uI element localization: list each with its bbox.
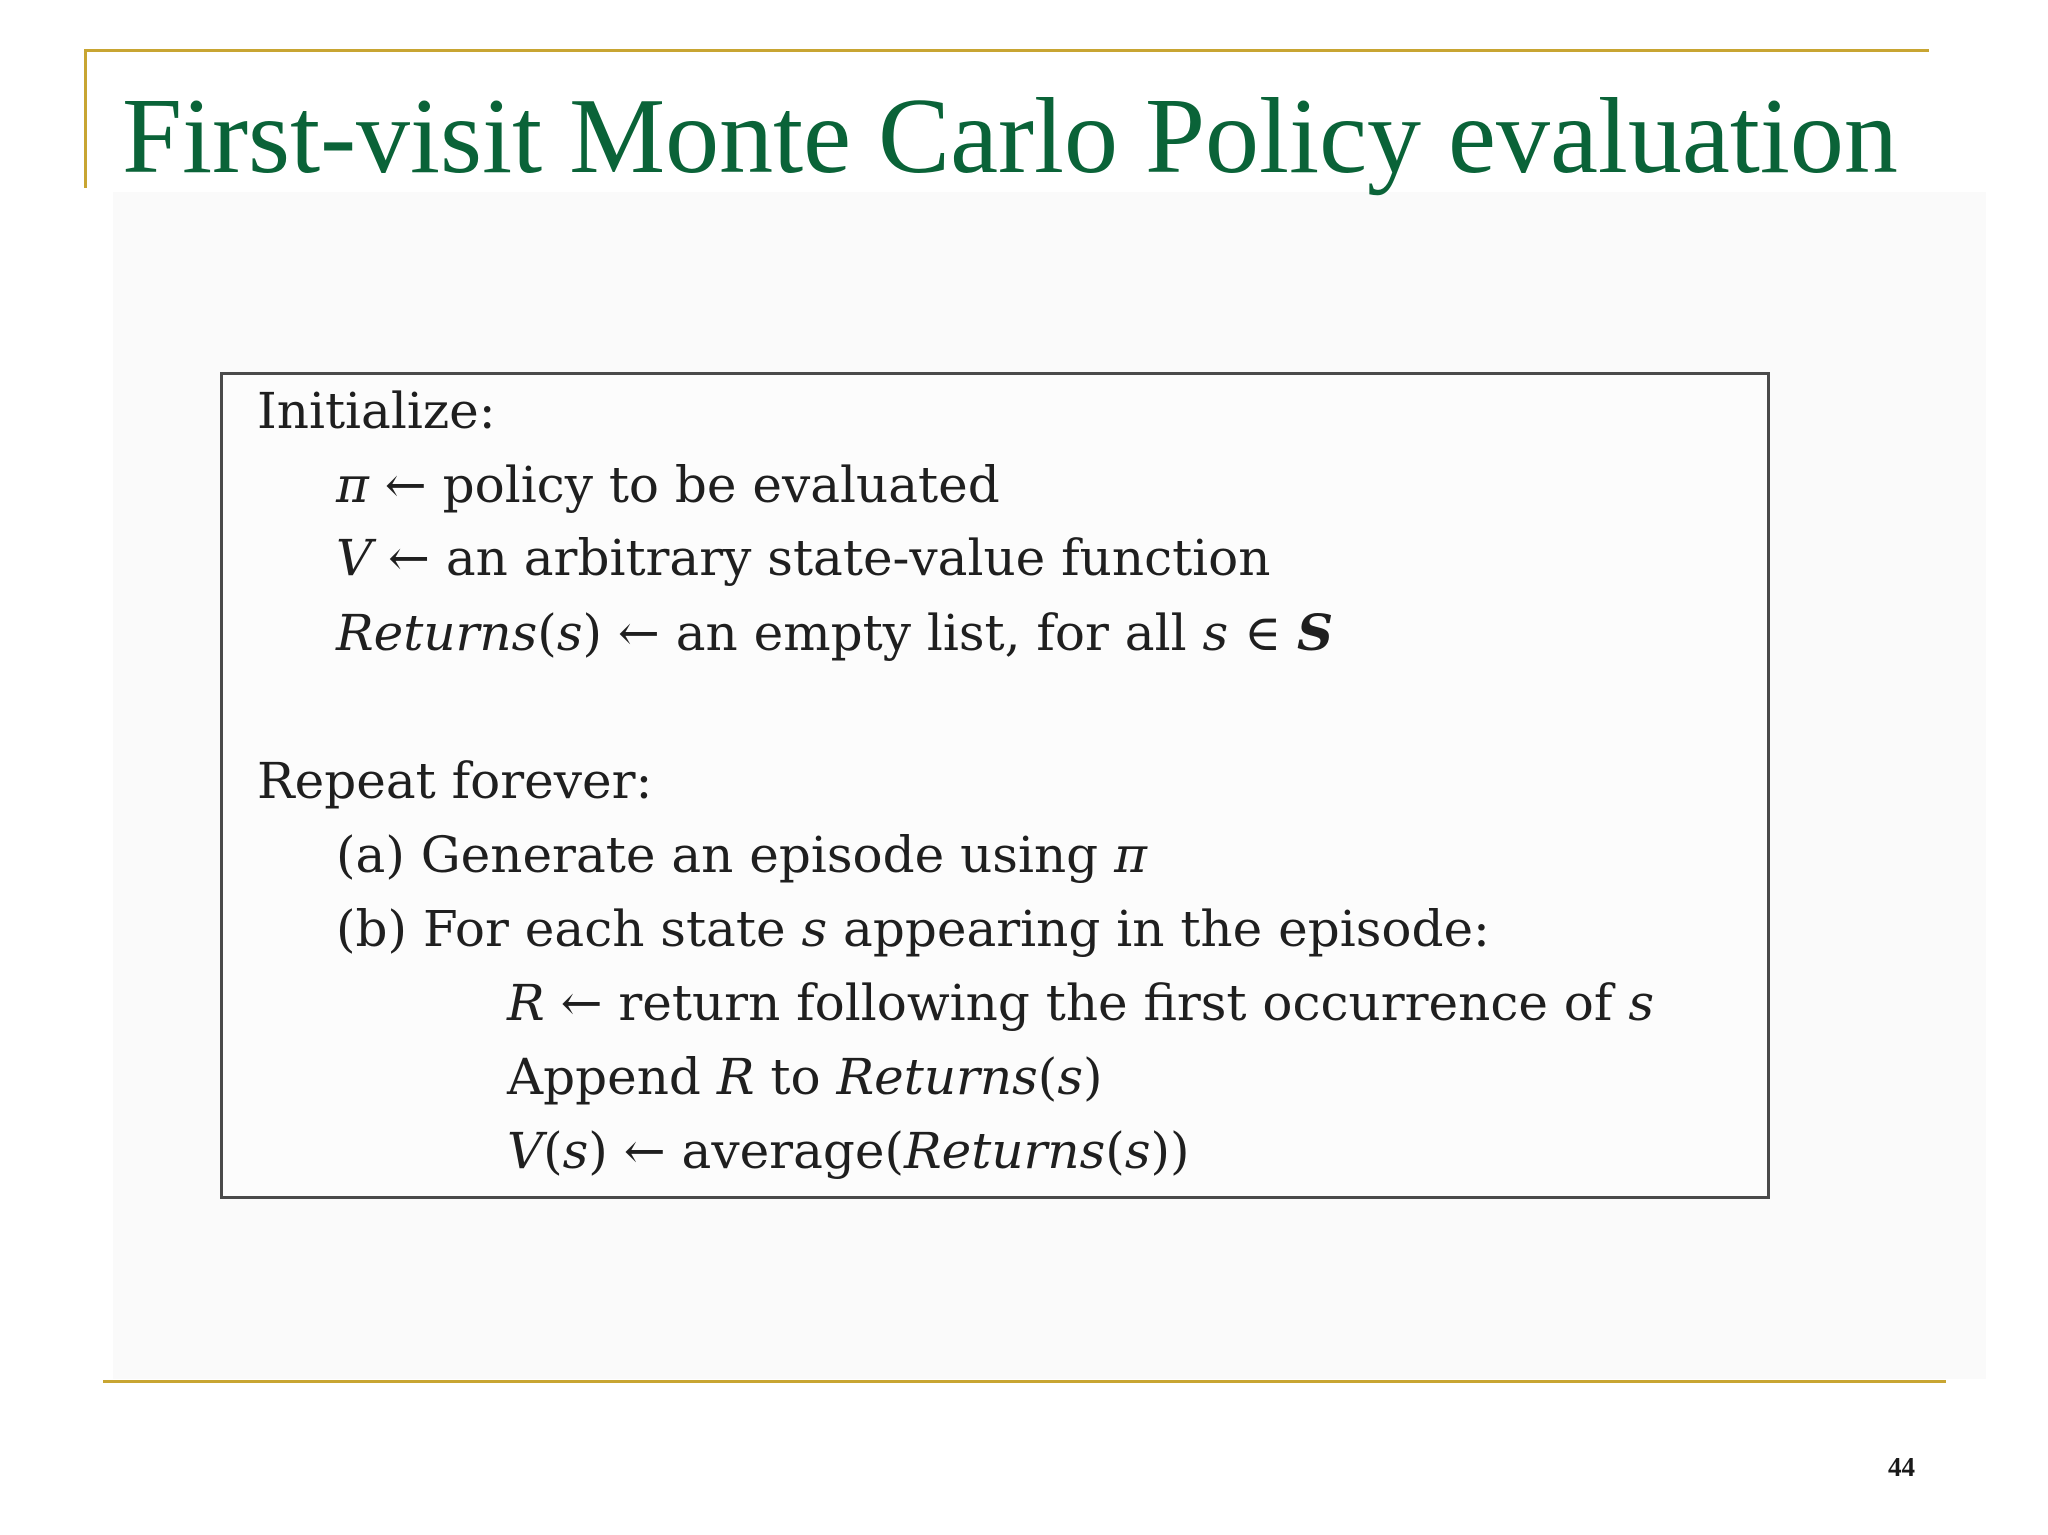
initialize-header: Initialize: — [257, 382, 496, 440]
average-function: average( — [681, 1122, 904, 1180]
step-b — [336, 899, 1490, 959]
v-symbol: V — [336, 529, 373, 587]
title-top-rule — [86, 49, 1929, 52]
init-value-text: an arbitrary state-value function — [445, 529, 1271, 587]
inner-return-text: return following the first occurrence of — [618, 974, 1613, 1032]
init-policy-text: policy to be evaluated — [442, 456, 1000, 514]
r-symbol: R — [716, 1048, 755, 1106]
to-word: to — [770, 1048, 821, 1106]
algorithm-box — [220, 372, 1770, 1199]
paren-close: ) — [1082, 1048, 1103, 1106]
returns-symbol: Returns — [904, 1122, 1106, 1180]
element-of-symbol: ∈ — [1244, 604, 1282, 662]
assign-arrow: ← — [388, 529, 430, 587]
s-variable: s — [1057, 1048, 1083, 1106]
title-left-rule — [84, 49, 87, 188]
init-line-value-function — [336, 528, 1270, 588]
page-number: 44 — [1888, 1452, 1915, 1482]
s-variable: s — [1124, 1122, 1151, 1180]
paren-close: ) — [582, 604, 602, 662]
s-variable: s — [1202, 604, 1229, 662]
paren-open: ( — [1037, 1048, 1058, 1106]
s-variable: s — [562, 1122, 589, 1180]
assign-arrow: ← — [384, 456, 427, 514]
s-variable: s — [801, 900, 828, 958]
inner-return-line — [507, 973, 1654, 1033]
step-b-label: (b) — [336, 900, 408, 958]
pi-symbol: π — [1114, 826, 1147, 884]
r-symbol: R — [507, 974, 545, 1032]
returns-symbol: Returns — [836, 1048, 1038, 1106]
step-a-text: Generate an episode using — [420, 826, 1099, 884]
v-symbol: V — [507, 1122, 544, 1180]
init-line-returns — [336, 603, 1333, 663]
pi-symbol: π — [336, 456, 369, 514]
footer-rule — [103, 1380, 1946, 1383]
paren-open: ( — [537, 604, 557, 662]
paren-close: ) — [588, 1122, 608, 1180]
repeat-header: Repeat forever: — [257, 752, 653, 810]
assign-arrow: ← — [617, 604, 660, 662]
paren-open: ( — [1105, 1122, 1125, 1180]
assign-arrow: ← — [623, 1122, 666, 1180]
step-b-text-before: For each state — [422, 900, 786, 958]
init-returns-text: an empty list, for all — [675, 604, 1187, 662]
returns-symbol: Returns — [336, 604, 538, 662]
init-line-policy — [336, 455, 1000, 515]
inner-append-line — [507, 1047, 1103, 1107]
step-a-label: (a) — [336, 826, 405, 884]
s-variable: s — [556, 604, 583, 662]
inner-average-line — [507, 1121, 1190, 1181]
step-b-text-after: appearing in the episode: — [843, 900, 1490, 958]
step-a — [336, 825, 1147, 885]
state-set-symbol: S — [1297, 603, 1334, 662]
assign-arrow: ← — [560, 974, 603, 1032]
append-word: Append — [507, 1048, 701, 1106]
paren-open: ( — [543, 1122, 563, 1180]
slide-title: First-visit Monte Carlo Policy evaluation — [122, 77, 1898, 196]
paren-close: )) — [1150, 1122, 1190, 1180]
s-variable: s — [1628, 974, 1654, 1032]
